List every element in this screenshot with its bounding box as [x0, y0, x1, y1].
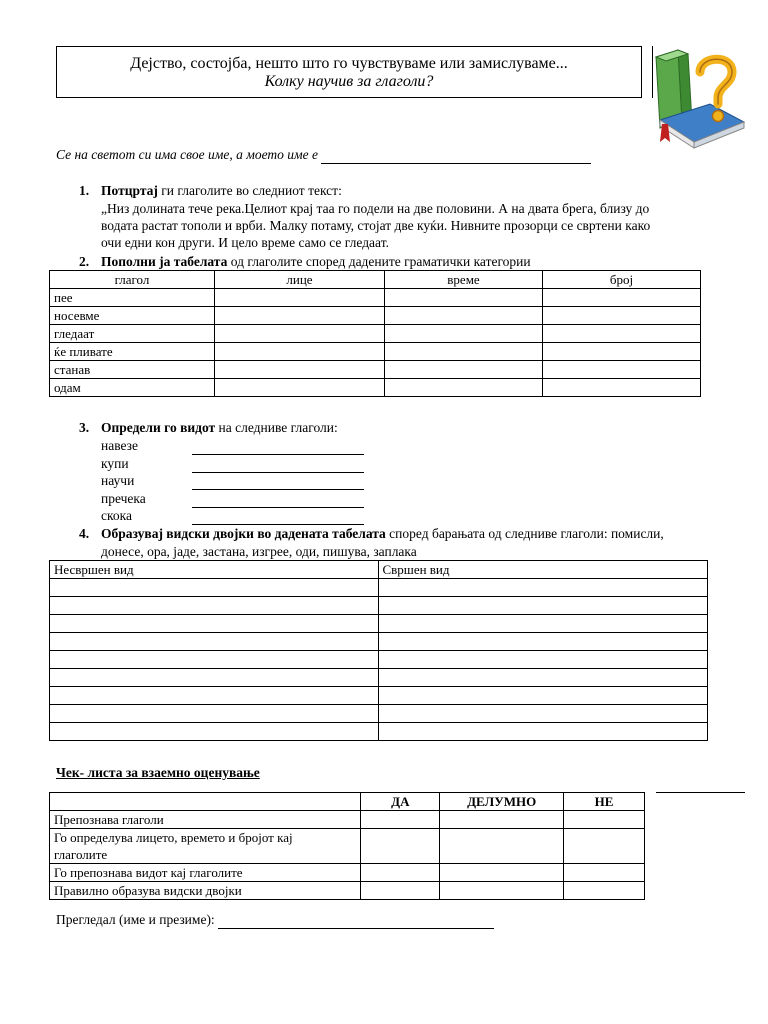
task-4-heading	[79, 525, 664, 542]
table-row	[50, 579, 708, 597]
table-row	[50, 705, 708, 723]
header-verb: глагол	[50, 271, 215, 289]
task-1-heading	[79, 182, 342, 199]
table-row	[50, 651, 708, 669]
answer-cell[interactable]	[215, 379, 385, 397]
task-1-number: 1.	[79, 183, 90, 198]
answer-cell[interactable]	[543, 343, 701, 361]
table-row	[50, 615, 708, 633]
table-row	[50, 289, 701, 307]
answer-cell[interactable]	[378, 579, 708, 597]
answer-cell[interactable]	[50, 633, 379, 651]
task-1-text	[101, 200, 650, 251]
verb-label: пречека	[101, 490, 146, 506]
table-row	[50, 723, 708, 741]
criteria-cell: Правилно образува видски двојки	[50, 882, 361, 900]
table-row	[50, 597, 708, 615]
task-1-text-line: водата растат тополи и врби. Малку потаму, стојат две куќи. Нивните прозорци се свртени како	[101, 218, 651, 233]
check-cell[interactable]	[440, 864, 564, 882]
verb-label: научи	[101, 473, 135, 488]
answer-cell[interactable]	[215, 361, 385, 379]
header-criteria	[50, 793, 361, 811]
answer-cell[interactable]	[50, 597, 379, 615]
reviewed-by-label: Прегледал (име и презиме):	[56, 912, 215, 927]
verb-label: навезе	[101, 438, 138, 453]
verb-cell: гледаат	[50, 325, 215, 343]
aspect-pairs-table	[49, 560, 708, 741]
answer-cell[interactable]	[543, 379, 701, 397]
table-row	[50, 811, 645, 829]
task-1-text-line: очи едни кон други. И цело време само се гледаат.	[101, 235, 389, 250]
answer-cell[interactable]	[385, 361, 543, 379]
answer-cell[interactable]	[50, 723, 379, 741]
answer-cell[interactable]	[378, 687, 708, 705]
task-3-rest: на следниве глаголи:	[215, 420, 338, 435]
answer-cell[interactable]	[378, 669, 708, 687]
criteria-cell: Го препознава видот кај глаголите	[50, 864, 361, 882]
answer-cell[interactable]	[50, 705, 379, 723]
task-4-number: 4.	[79, 526, 90, 541]
answer-cell[interactable]	[50, 579, 379, 597]
check-cell[interactable]	[440, 829, 564, 864]
answer-cell[interactable]	[378, 723, 708, 741]
table-row	[50, 307, 701, 325]
table-row	[50, 864, 645, 882]
criteria-cell: Препознава глаголи	[50, 811, 361, 829]
verb-row	[101, 472, 364, 490]
verb-row	[101, 437, 364, 455]
reviewed-by-line	[56, 911, 494, 929]
verb-label: купи	[101, 455, 129, 471]
header-number: број	[543, 271, 701, 289]
checklist-title: Чек- листа за взаемно оценување	[56, 765, 260, 780]
table-header-row	[50, 793, 645, 811]
task-3-bold: Определи го видот	[101, 420, 216, 435]
check-cell[interactable]	[440, 811, 564, 829]
aspect-blank[interactable]	[192, 472, 364, 490]
header-no: НЕ	[564, 793, 645, 811]
header-tense: време	[385, 271, 543, 289]
check-cell[interactable]	[361, 882, 440, 900]
table-row	[50, 343, 701, 361]
checklist-table	[49, 792, 645, 900]
header-person: лице	[215, 271, 385, 289]
table-row	[50, 882, 645, 900]
criteria-cell	[50, 829, 361, 864]
answer-cell[interactable]	[385, 325, 543, 343]
table-row	[50, 633, 708, 651]
task-2-number: 2.	[79, 254, 90, 269]
task-2-bold: Пополни ја табелата	[101, 254, 228, 269]
answer-cell[interactable]	[215, 289, 385, 307]
header-imperfective: Несвршен вид	[50, 561, 379, 579]
check-cell[interactable]	[361, 864, 440, 882]
check-cell[interactable]	[440, 882, 564, 900]
aspect-blank[interactable]	[192, 437, 364, 455]
check-cell[interactable]	[361, 811, 440, 829]
name-line	[56, 146, 591, 164]
aspect-blank[interactable]	[192, 490, 364, 508]
task-3-verbs	[101, 437, 364, 525]
verb-cell: одам	[50, 379, 215, 397]
task-1-rest: ги глаголите во следниот текст:	[157, 183, 342, 198]
answer-cell[interactable]	[378, 597, 708, 615]
verb-cell: ќе пливате	[50, 343, 215, 361]
answer-cell[interactable]	[385, 379, 543, 397]
criteria-text: Го определува лицето, времето и бројот кај	[54, 830, 293, 845]
answer-cell[interactable]	[378, 633, 708, 651]
verb-cell: пее	[50, 289, 215, 307]
title-line-2: Колку научив за глаголи?	[264, 73, 434, 90]
verb-row	[101, 455, 364, 473]
check-cell[interactable]	[361, 829, 440, 864]
aspect-blank[interactable]	[192, 455, 364, 473]
table-header-row	[50, 271, 701, 289]
table-row	[50, 325, 701, 343]
answer-cell[interactable]	[50, 615, 379, 633]
answer-cell[interactable]	[378, 651, 708, 669]
header-partial: ДЕЛУМНО	[440, 793, 564, 811]
table-row	[50, 687, 708, 705]
aspect-blank[interactable]	[192, 507, 364, 525]
reviewer-name-blank[interactable]	[218, 911, 494, 929]
criteria-text: глаголите	[54, 847, 108, 862]
answer-cell[interactable]	[543, 289, 701, 307]
answer-cell[interactable]	[215, 343, 385, 361]
grammar-table	[49, 270, 701, 397]
task-3-number: 3.	[79, 420, 90, 435]
decorative-line	[656, 792, 745, 793]
answer-cell[interactable]	[543, 307, 701, 325]
answer-cell[interactable]	[543, 325, 701, 343]
check-cell[interactable]	[564, 829, 645, 864]
task-2-rest: од глаголите според дадените граматички категории	[227, 254, 531, 269]
table-row	[50, 361, 701, 379]
check-cell[interactable]	[564, 882, 645, 900]
verb-label: скока	[101, 508, 132, 523]
check-cell[interactable]	[564, 811, 645, 829]
verb-cell: станав	[50, 361, 215, 379]
answer-cell[interactable]	[385, 343, 543, 361]
name-blank[interactable]	[321, 146, 591, 164]
answer-cell[interactable]	[50, 687, 379, 705]
check-cell[interactable]	[564, 864, 645, 882]
answer-cell[interactable]	[215, 325, 385, 343]
answer-cell[interactable]	[215, 307, 385, 325]
task-2-heading	[79, 253, 531, 270]
answer-cell[interactable]	[543, 361, 701, 379]
table-row	[50, 669, 708, 687]
title-line-1: Дејство, состојба, нешто што го чувствуваме или замислуваме...	[130, 55, 568, 72]
task-4-rest: според барањата од следниве глаголи: помисли,	[385, 526, 664, 541]
answer-cell[interactable]	[385, 307, 543, 325]
verb-cell: носевме	[50, 307, 215, 325]
answer-cell[interactable]	[385, 289, 543, 307]
table-header-row	[50, 561, 708, 579]
answer-cell[interactable]	[50, 651, 379, 669]
task-4-verbs-line: донесе, ора, јаде, застана, изгрее, оди, пишува, заплака	[101, 544, 417, 559]
books-question-icon	[648, 42, 748, 152]
answer-cell[interactable]	[50, 669, 379, 687]
task-1-bold: Потцртај	[101, 183, 158, 198]
task-4-bold: Образувај видски двојки во дадената табелата	[101, 526, 386, 541]
task-1-text-line: „Низ долината тече река.Целиот крај таа го подели на две половини. А на двата брега, близу до	[101, 201, 650, 216]
header-perfective: Свршен вид	[378, 561, 708, 579]
table-row	[50, 379, 701, 397]
verb-row	[101, 507, 364, 525]
name-line-text: Се на светот си има свое име, а моето име е	[56, 147, 318, 162]
table-row	[50, 829, 645, 864]
task-3-heading	[79, 419, 338, 436]
answer-cell[interactable]	[378, 615, 708, 633]
title-box	[56, 46, 642, 98]
answer-cell[interactable]	[378, 705, 708, 723]
verb-row	[101, 490, 364, 508]
header-yes: ДА	[361, 793, 440, 811]
